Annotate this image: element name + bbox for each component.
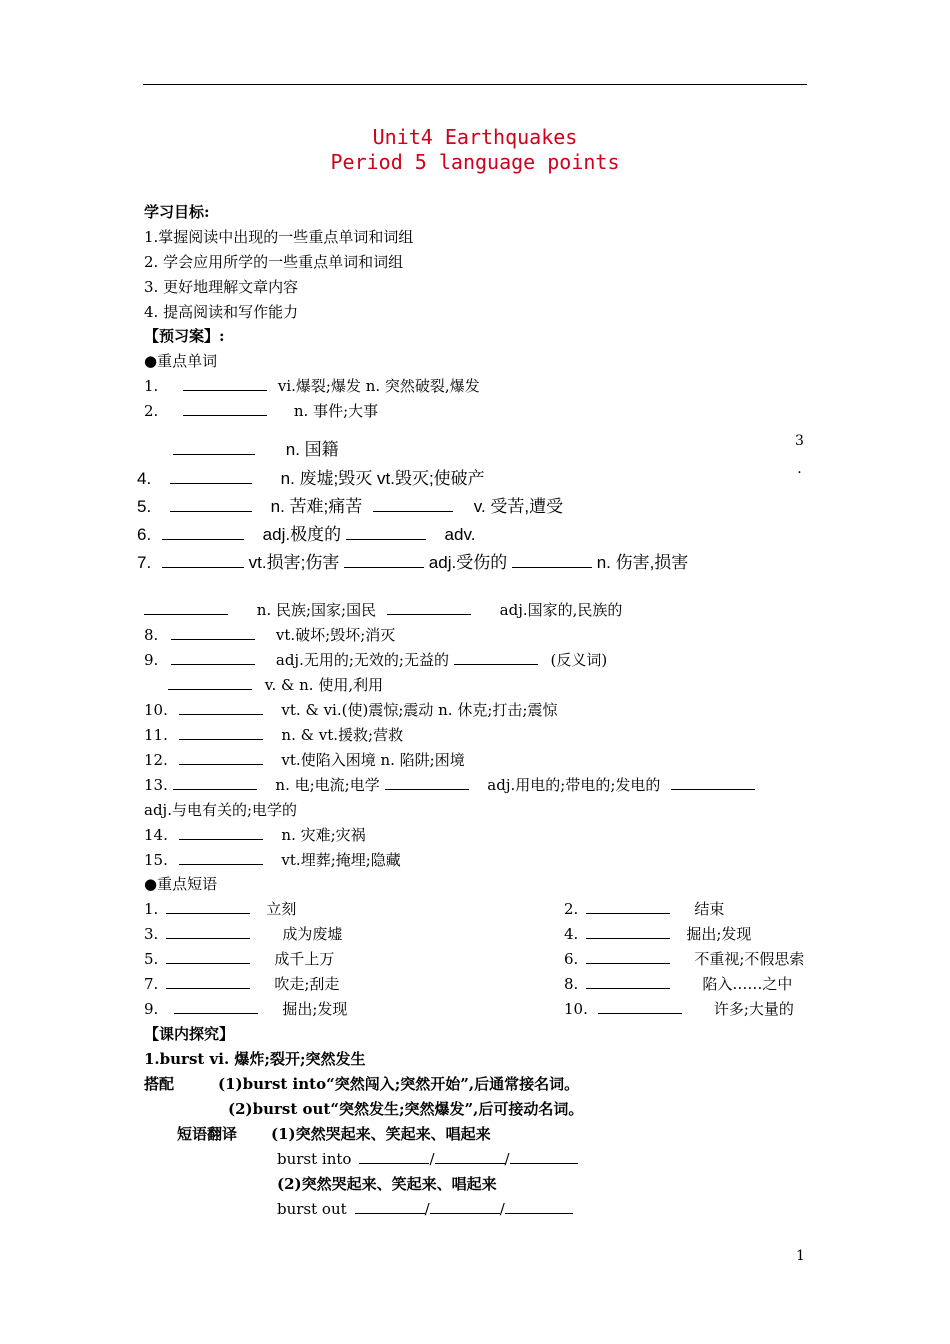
collocation-row: 搭配 (1)burst into“突然闯入;突然开始”,后通常接名词。 xyxy=(144,1075,580,1093)
answer-blank[interactable] xyxy=(598,999,682,1014)
word-number: 8. xyxy=(144,626,159,644)
word-number: 1. xyxy=(144,377,159,395)
page-subtitle: Period 5 language points xyxy=(330,150,620,174)
word-definition: adj.受伤的 xyxy=(428,553,508,572)
word-definition: adj.极度的 xyxy=(262,525,342,544)
word-row xyxy=(144,650,607,670)
page-title: Unit4 Earthquakes xyxy=(372,125,578,149)
word-number: 5. xyxy=(137,497,152,516)
answer-blank[interactable] xyxy=(385,775,469,790)
answer-blank[interactable] xyxy=(387,600,471,615)
phrase-row: 1. 立刻 2. 结束 xyxy=(144,900,725,918)
answer-blank[interactable] xyxy=(454,650,538,665)
word-number: 2. xyxy=(144,402,159,420)
word-definition: vi.爆裂;爆发 n. 突然破裂,爆发 xyxy=(277,377,480,395)
translate-row: (2)突然哭起来、笑起来、唱起来 xyxy=(277,1175,497,1193)
objective-item: 1.掌握阅读中出现的一些重点单词和词组 xyxy=(144,228,414,246)
word-definition: n. 电;电流;电学 xyxy=(275,776,380,794)
answer-blank[interactable] xyxy=(171,650,255,665)
objective-item: 2. 学会应用所学的一些重点单词和词组 xyxy=(144,253,404,271)
word-row xyxy=(144,800,297,820)
word-row xyxy=(144,401,378,421)
answer-blank[interactable] xyxy=(162,553,244,568)
word-number: 6. xyxy=(137,525,152,544)
answer-blank[interactable] xyxy=(144,600,228,615)
word-definition: n. 苦难;痛苦 xyxy=(270,497,363,516)
preview-heading: 【预习案】: xyxy=(144,327,225,345)
answer-blank[interactable] xyxy=(510,1149,578,1164)
answer-blank[interactable] xyxy=(344,553,424,568)
word-row xyxy=(144,825,366,845)
answer-blank[interactable] xyxy=(671,775,755,790)
word-number: 7. xyxy=(137,553,152,572)
word-number: 4. xyxy=(137,469,152,488)
translate-blanks: burst into / / xyxy=(277,1149,578,1169)
page-number: 1 xyxy=(796,1248,805,1264)
word-row xyxy=(137,497,563,517)
answer-blank[interactable] xyxy=(512,553,592,568)
word-number: 12. xyxy=(144,751,168,769)
answer-blank[interactable] xyxy=(586,924,670,939)
word-definition: adj.无用的;无效的;无益的 xyxy=(275,651,449,669)
objectives-heading: 学习目标: xyxy=(144,203,210,221)
word-row xyxy=(144,750,465,770)
explore-heading: 【课内探究】 xyxy=(144,1025,235,1043)
phrase-row: 9. 掘出;发现 10. 许多;大量的 xyxy=(144,1000,794,1018)
word-definition: n. 民族;国家;国民 xyxy=(256,601,377,619)
word-definition: adj.用电的;带电的;发电的 xyxy=(487,776,661,794)
answer-blank[interactable] xyxy=(168,675,252,690)
word-number: 10. xyxy=(144,701,168,719)
answer-blank[interactable] xyxy=(586,974,670,989)
answer-blank[interactable] xyxy=(179,825,263,840)
answer-blank[interactable] xyxy=(430,1199,500,1214)
phrase-row: 3. 成为废墟 4. 掘出;发现 xyxy=(144,925,752,943)
answer-blank[interactable] xyxy=(162,525,244,540)
answer-blank[interactable] xyxy=(346,525,426,540)
word-definition: n. 事件;大事 xyxy=(293,402,379,420)
word-row xyxy=(144,625,395,645)
word-row xyxy=(144,775,755,795)
translate-blanks: burst out / / xyxy=(277,1199,573,1219)
answer-blank[interactable] xyxy=(166,974,250,989)
answer-blank[interactable] xyxy=(359,1149,429,1164)
word-number: 14. xyxy=(144,826,168,844)
collocation-row: (2)burst out“突然发生;突然爆发”,后可接动名词。 xyxy=(228,1100,584,1118)
word-row xyxy=(144,850,401,870)
objective-item: 4. 提高阅读和写作能力 xyxy=(144,303,299,321)
word-definition: n. 灾难;灾祸 xyxy=(281,826,366,844)
answer-blank[interactable] xyxy=(173,440,255,455)
word-definition: adj.与电有关的;电学的 xyxy=(144,801,298,819)
word-row xyxy=(137,469,485,489)
answer-blank[interactable] xyxy=(166,899,250,914)
answer-blank[interactable] xyxy=(586,949,670,964)
words-heading: ●重点单词 xyxy=(144,352,218,370)
word-number: 11. xyxy=(144,726,168,744)
answer-blank[interactable] xyxy=(435,1149,505,1164)
word-row xyxy=(144,700,557,720)
objective-item: 3. 更好地理解文章内容 xyxy=(144,278,299,296)
answer-blank[interactable] xyxy=(355,1199,425,1214)
answer-blank[interactable] xyxy=(170,469,252,484)
word-row xyxy=(144,440,339,460)
word-definition: n. 伤害,损害 xyxy=(596,553,689,572)
word-definition: n. & vt.援救;营救 xyxy=(281,726,404,744)
translate-row: 短语翻译 (1)突然哭起来、笑起来、唱起来 xyxy=(177,1125,491,1143)
word-definition: (反义词) xyxy=(550,651,608,669)
word-definition: adj.国家的,民族的 xyxy=(499,601,623,619)
word-row xyxy=(144,675,383,695)
explore-item: 1.burst vi. 爆炸;裂开;突然发生 xyxy=(144,1050,366,1068)
phrase-row: 7. 吹走;刮走 8. 陷入……之中 xyxy=(144,975,793,993)
word-row xyxy=(137,553,688,573)
header-rule xyxy=(143,84,807,85)
word-row xyxy=(144,725,403,745)
answer-blank[interactable] xyxy=(166,949,250,964)
word-definition: vt.损害;伤害 xyxy=(248,553,340,572)
word-definition: adv. xyxy=(444,525,476,544)
answer-blank[interactable] xyxy=(166,924,250,939)
word-definition: v. & n. 使用,利用 xyxy=(264,676,384,694)
word-number: 9. xyxy=(144,651,159,669)
answer-blank[interactable] xyxy=(173,775,257,790)
side-number: 3 . xyxy=(795,433,804,477)
answer-blank[interactable] xyxy=(170,497,252,512)
answer-blank[interactable] xyxy=(586,899,670,914)
word-definition: n. 废墟;毁灭 vt.毁灭;使破产 xyxy=(280,469,485,488)
word-number: 13. xyxy=(144,776,168,794)
word-definition: vt.埋葬;掩埋;隐藏 xyxy=(281,851,401,869)
word-row xyxy=(144,600,622,620)
answer-blank[interactable] xyxy=(505,1199,573,1214)
phrase-row: 5. 成千上万 6. 不重视;不假思索 xyxy=(144,950,805,968)
word-definition: vt.使陷入困境 n. 陷阱;困境 xyxy=(281,751,465,769)
phrases-heading: ●重点短语 xyxy=(144,875,218,893)
word-definition: n. 国籍 xyxy=(285,440,339,459)
answer-blank[interactable] xyxy=(183,376,267,391)
word-row xyxy=(137,525,475,545)
answer-blank[interactable] xyxy=(179,700,263,715)
word-row xyxy=(144,376,480,396)
answer-blank[interactable] xyxy=(174,999,258,1014)
answer-blank[interactable] xyxy=(179,750,263,765)
word-definition: vt.破坏;毁坏;消灭 xyxy=(275,626,396,644)
answer-blank[interactable] xyxy=(179,725,263,740)
answer-blank[interactable] xyxy=(171,625,255,640)
word-definition: vt. & vi.(使)震惊;震动 n. 休克;打击;震惊 xyxy=(281,701,558,719)
answer-blank[interactable] xyxy=(179,850,263,865)
answer-blank[interactable] xyxy=(183,401,267,416)
word-number: 15. xyxy=(144,851,168,869)
answer-blank[interactable] xyxy=(373,497,453,512)
word-definition: v. 受苦,遭受 xyxy=(473,497,564,516)
